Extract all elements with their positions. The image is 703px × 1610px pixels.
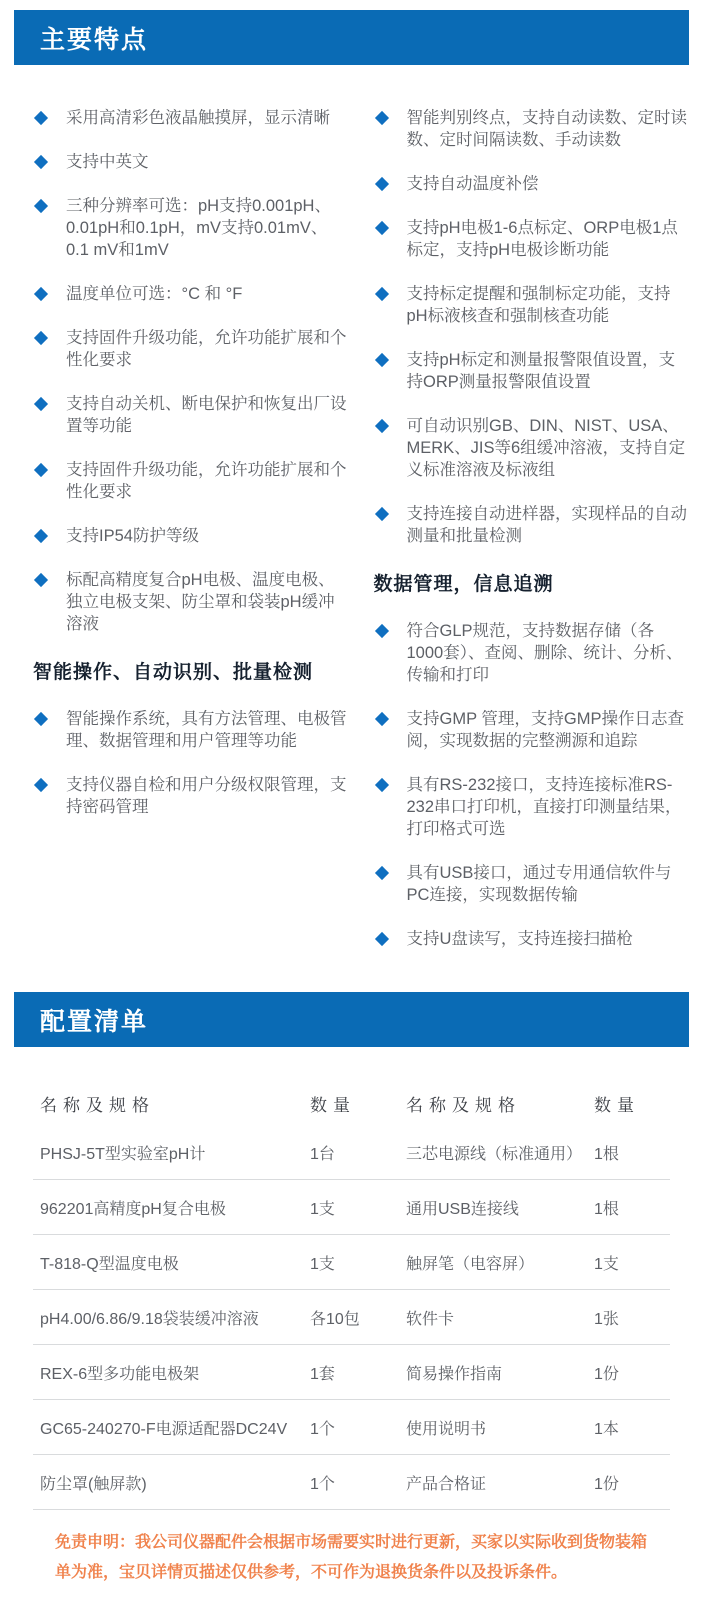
config-header-name-right: 名称及规格 [406, 1095, 521, 1115]
disclaimer-text: 免责申明：我公司仪器配件会根据市场需要实时进行更新，买家以实际收到货物装箱单为准，宝贝详情页描述仅供参考，不可作为退换货条件以及投诉条件。 [55, 1534, 648, 1581]
config-item-qty: 各10包 [310, 1310, 360, 1328]
config-table [33, 1089, 670, 1510]
config-item-qty: 1份 [594, 1365, 619, 1383]
feature-text: 支持中英文 [66, 153, 149, 171]
config-item-qty: 1支 [310, 1255, 335, 1273]
diamond-bullet-icon [34, 199, 48, 213]
diamond-bullet-icon [34, 155, 48, 169]
diamond-bullet-icon [374, 111, 388, 125]
features-section-title: 主要特点 [40, 25, 149, 54]
config-table-row [33, 1125, 670, 1180]
feature-item [33, 195, 350, 261]
config-table-row [33, 1345, 670, 1400]
feature-item [374, 928, 691, 950]
feature-text: 支持自动温度补偿 [406, 175, 539, 193]
config-section-header [14, 992, 689, 1047]
feature-text: 支持pH标定和测量报警限值设置，支持ORP测量报警限值设置 [406, 351, 676, 391]
diamond-bullet-icon [374, 221, 388, 235]
feature-item [33, 107, 350, 129]
feature-item [33, 774, 350, 818]
feature-text: 支持固件升级功能，允许功能扩展和个性化要求 [66, 461, 347, 501]
feature-text: 可自动识别GB、DIN、NIST、USA、MERK、JIS等6组缓冲溶液，支持自定义标准溶液及标液组 [406, 417, 686, 479]
feature-item [374, 283, 691, 327]
features-right-column [374, 107, 691, 972]
feature-item [374, 349, 691, 393]
feature-item [374, 620, 691, 686]
diamond-bullet-icon [34, 287, 48, 301]
config-table-row [33, 1455, 670, 1510]
config-item-name: 使用说明书 [406, 1420, 487, 1438]
config-item-qty: 1支 [310, 1200, 335, 1218]
config-item-name: 触屏笔（电容屏） [406, 1255, 535, 1273]
feature-text: 具有USB接口，通过专用通信软件与PC连接，实现数据传输 [406, 864, 672, 904]
feature-text: 符合GLP规范，支持数据存储（各1000套）、查阅、删除、统计、分析、传输和打印 [406, 622, 683, 684]
diamond-bullet-icon [34, 529, 48, 543]
feature-item [33, 283, 350, 305]
feature-item [374, 708, 691, 752]
feature-text: 智能判别终点，支持自动读数、定时读数、定时间隔读数、手动读数 [406, 109, 687, 149]
config-header-name-left: 名称及规格 [40, 1095, 155, 1115]
diamond-bullet-icon [374, 507, 388, 521]
config-item-qty: 1本 [594, 1420, 619, 1438]
feature-item [374, 862, 691, 906]
config-header-qty-right: 数量 [594, 1095, 640, 1115]
config-item-qty: 1张 [594, 1310, 619, 1328]
diamond-bullet-icon [34, 573, 48, 587]
feature-item [33, 393, 350, 437]
config-item-name: 962201高精度pH复合电极 [40, 1200, 226, 1218]
config-item-name: 防尘罩(触屏款) [40, 1475, 147, 1493]
diamond-bullet-icon [374, 866, 388, 880]
product-detail-page [0, 10, 703, 1610]
config-header-qty-left: 数量 [310, 1095, 356, 1115]
config-table-body [33, 1125, 670, 1510]
feature-item [33, 151, 350, 173]
feature-text: 支持自动关机、断电保护和恢复出厂设置等功能 [66, 395, 347, 435]
feature-item [33, 327, 350, 371]
feature-item [33, 708, 350, 752]
config-item-qty: 1根 [594, 1200, 619, 1218]
feature-text: 支持仪器自检和用户分级权限管理，支持密码管理 [66, 776, 347, 816]
feature-item [374, 415, 691, 481]
diamond-bullet-icon [34, 712, 48, 726]
config-table-row [33, 1400, 670, 1455]
feature-text: 采用高清彩色液晶触摸屏，显示清晰 [66, 109, 330, 127]
feature-item [374, 107, 691, 151]
feature-item [33, 459, 350, 503]
diamond-bullet-icon [374, 778, 388, 792]
feature-text: 支持IP54防护等级 [66, 527, 199, 545]
config-item-name: pH4.00/6.86/9.18袋装缓冲溶液 [40, 1310, 259, 1328]
config-item-qty: 1根 [594, 1145, 619, 1163]
config-item-name: 三芯电源线（标准通用） [406, 1145, 583, 1163]
feature-item [33, 525, 350, 547]
features-section-header [14, 10, 689, 65]
diamond-bullet-icon [34, 111, 48, 125]
diamond-bullet-icon [374, 712, 388, 726]
config-section-title: 配置清单 [40, 1007, 149, 1036]
config-item-name: T-818-Q型温度电极 [40, 1255, 179, 1273]
feature-text: 支持U盘读写，支持连接扫描枪 [406, 930, 633, 948]
feature-item [374, 503, 691, 547]
diamond-bullet-icon [34, 397, 48, 411]
feature-text: 支持连接自动进样器，实现样品的自动测量和批量检测 [406, 505, 687, 545]
config-table-header-row [33, 1089, 670, 1117]
config-item-qty: 1台 [310, 1145, 335, 1163]
feature-text: 支持pH电极1-6点标定、ORP电极1点标定，支持pH电极诊断功能 [406, 219, 678, 259]
feature-text: 三种分辨率可选：pH支持0.001pH、0.01pH和0.1pH，mV支持0.01mV、0.1 mV和1mV [66, 197, 331, 259]
feature-text: 支持标定提醒和强制标定功能，支持pH标液核查和强制核查功能 [406, 285, 671, 325]
features-columns [33, 107, 690, 972]
config-table-row [33, 1290, 670, 1345]
config-item-qty: 1支 [594, 1255, 619, 1273]
diamond-bullet-icon [374, 177, 388, 191]
config-item-name: 通用USB连接线 [406, 1200, 519, 1218]
feature-item [33, 569, 350, 635]
config-item-name: PHSJ-5T型实验室pH计 [40, 1145, 206, 1163]
feature-item [374, 173, 691, 195]
feature-text: 温度单位可选：°C 和 °F [66, 285, 243, 303]
feature-text: 支持GMP 管理，支持GMP操作日志查阅，实现数据的完整溯源和追踪 [406, 710, 684, 750]
diamond-bullet-icon [34, 778, 48, 792]
diamond-bullet-icon [374, 624, 388, 638]
feature-text: 支持固件升级功能，允许功能扩展和个性化要求 [66, 329, 347, 369]
diamond-bullet-icon [34, 463, 48, 477]
features-left-column [33, 107, 350, 972]
config-item-name: REX-6型多功能电极架 [40, 1365, 200, 1383]
feature-subheader: 智能操作、自动识别、批量检测 [33, 662, 314, 683]
config-table-row [33, 1235, 670, 1290]
config-item-qty: 1个 [310, 1420, 335, 1438]
config-item-name: GC65-240270-F电源适配器DC24V [40, 1420, 288, 1438]
feature-text: 智能操作系统，具有方法管理、电极管理、数据管理和用户管理等功能 [66, 710, 347, 750]
diamond-bullet-icon [374, 353, 388, 367]
config-item-name: 简易操作指南 [406, 1365, 503, 1383]
diamond-bullet-icon [374, 932, 388, 946]
diamond-bullet-icon [374, 287, 388, 301]
diamond-bullet-icon [374, 419, 388, 433]
feature-item [374, 217, 691, 261]
config-item-qty: 1套 [310, 1365, 335, 1383]
feature-item [374, 774, 691, 840]
config-item-name: 软件卡 [406, 1310, 455, 1328]
diamond-bullet-icon [34, 331, 48, 345]
config-item-name: 产品合格证 [406, 1475, 487, 1493]
feature-text: 标配高精度复合pH电极、温度电极、独立电极支架、防尘罩和袋装pH缓冲溶液 [66, 571, 335, 633]
feature-subheader: 数据管理，信息追溯 [373, 574, 554, 595]
config-item-qty: 1个 [310, 1475, 335, 1493]
config-item-qty: 1份 [594, 1475, 619, 1493]
feature-text: 具有RS-232接口，支持连接标准RS-232串口打印机，直接打印测量结果，打印格式可选 [406, 776, 682, 838]
config-table-row [33, 1180, 670, 1235]
